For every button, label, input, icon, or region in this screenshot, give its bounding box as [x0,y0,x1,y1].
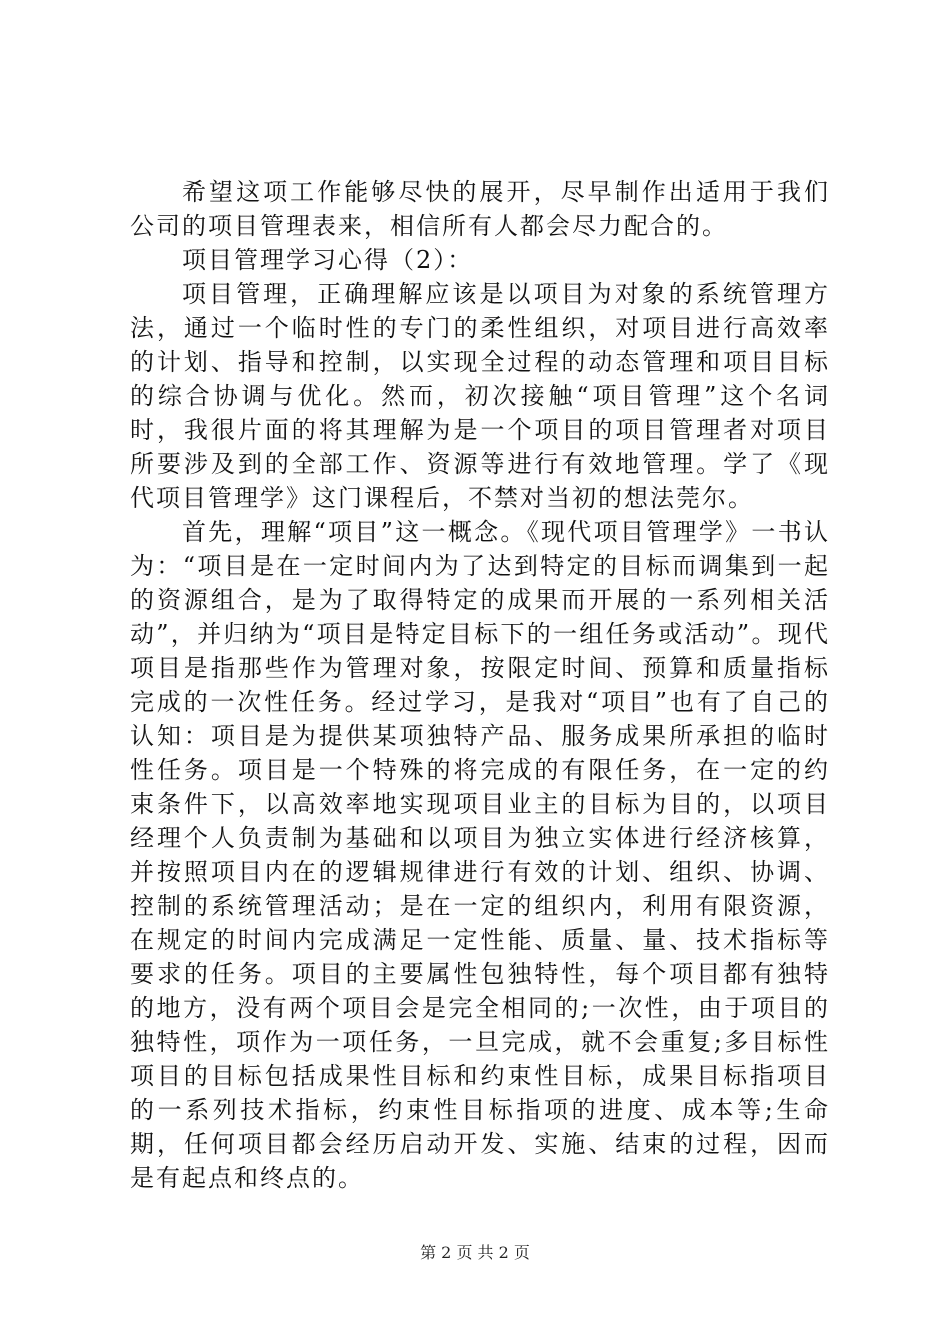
paragraph-1: 希望这项工作能够尽快的展开，尽早制作出适用于我们公司的项目管理表来，相信所有人都会尽力配合的。 [130,178,830,240]
section-heading: 项目管理学习心得（2）： [182,246,474,274]
paragraph-2: 项目管理，正确理解应该是以项目为对象的系统管理方法，通过一个临时性的专门的柔性组织，对项目进行高效率的计划、指导和控制，以实现全过程的动态管理和项目目标的综合协调与优化。然而，初次接触“项目管理”这个名词时，我很片面的将其理解为是一个项目的项目管理者对项目所要涉及到的全部工作、资源等进行有效地管理。学了《现代项目管理学》这门课程后，不禁对当初的想法莞尔。 [130,280,830,512]
page-footer: 第 2 页 共 2 页 [420,1243,530,1262]
paragraph-3: 首先，理解“项目”这一概念。《现代项目管理学》一书认为：“项目是在一定时间内为了达到特定的目标而调集到一起的资源组合，是为了取得特定的成果而开展的一系列相关活动”，并归纳为“项目是特定目标下的一组任务或活动”。现代项目是指那些作为管理对象，按限定时间、预算和质量指标完成的一次性任务。经过学习，是我对“项目”也有了自己的认知：项目是为提供某项独特产品、服务成果所承担的临时性任务。项目是一个特殊的将完成的有限任务，在一定的约束条件下，以高效率地实现项目业主的目标为目的，以项目经理个人负责制为基础和以项目为独立实体进行经济核算，并按照项目内在的逻辑规律进行有效的计划、组织、协调、控制的系统管理活动；是在一定的组织内，利用有限资源，在规定的时间内完成满足一定性能、质量、量、技术指标等要求的任务。项目的主要属性包独特性，每个项目都有独特的地方，没有两个项目会是完全相同的;一次性，由于项目的独特性，项作为一项任务，一旦完成，就不会重复;多目标性项目的目标包括成果性目标和约束性目标，成果目标指项目的一系列技术指标，约束性目标指项的进度、成本等;生命期，任何项目都会经历启动开发、实施、结束的过程，因而是有起点和终点的。 [130,518,830,1192]
document-body [130,175,830,1195]
